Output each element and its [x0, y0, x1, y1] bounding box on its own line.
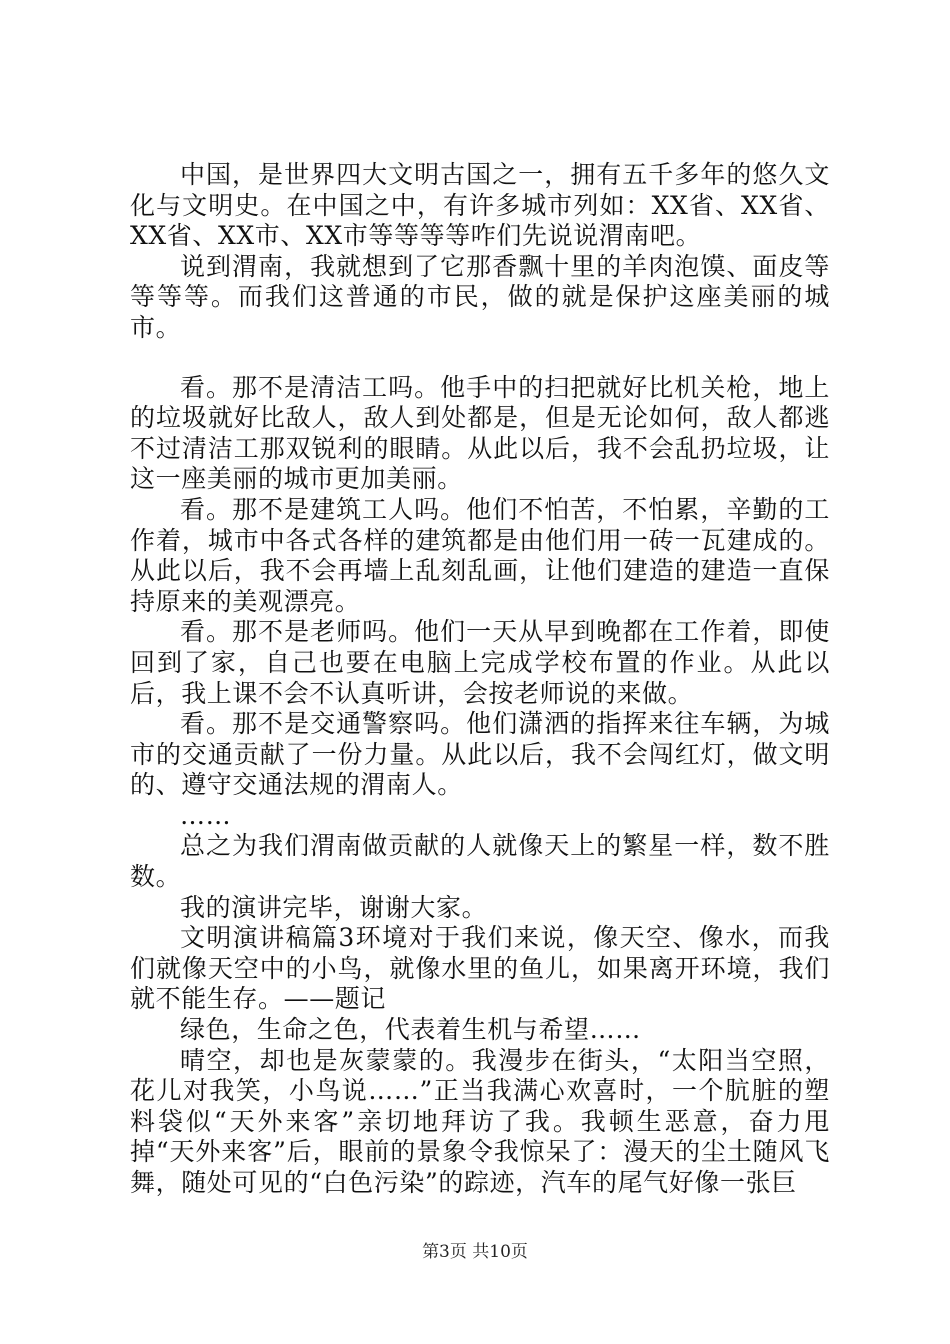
paragraph-summary: 总之为我们渭南做贡献的人就像天上的繁星一样，数不胜数。	[130, 831, 830, 892]
paragraph-closing: 我的演讲完毕，谢谢大家。	[180, 892, 488, 922]
paragraph-intro: 中国，是世界四大文明古国之一，拥有五千多年的悠久文化与文明史。在中国之中，有许多城市列如：XX省、XX省、XX省、XX市、XX市等等等等咋们先说说渭南吧。	[130, 160, 830, 251]
paragraph-weinan: 说到渭南，我就想到了它那香飘十里的羊肉泡馍、面皮等等等等。而我们这普通的市民，做的就是保护这座美丽的城市。	[130, 251, 830, 342]
paragraph-traffic-police: 看。那不是交通警察吗。他们潇洒的指挥来往车辆，为城市的交通贡献了一份力量。从此以后，我不会闯红灯，做文明的、遵守交通法规的渭南人。	[130, 709, 830, 800]
paragraph-green: 绿色，生命之色，代表着生机与希望……	[180, 1015, 641, 1045]
paragraph-teacher: 看。那不是老师吗。他们一天从早到晚都在工作着，即使回到了家，自己也要在电脑上完成学校布置的作业。从此以后，我上课不会不认真听讲，会按老师说的来做。	[130, 617, 830, 708]
document-body	[130, 160, 830, 1199]
paragraph-sky: 晴空，却也是灰蒙蒙的。我漫步在街头，“太阳当空照，花儿对我笑，小鸟说……”正当我满心欢喜时，一个肮脏的塑料袋似“天外来客”亲切地拜访了我。我顿生恶意，奋力甩掉“天外来客”后，眼前的景象令我惊呆了：漫天的尘土随风飞舞，随处可见的“白色污染”的踪迹，汽车的尾气好像一张巨	[130, 1045, 830, 1197]
paragraph-ellipsis: ……	[180, 800, 232, 830]
page-number-label: 第3页 共10页	[422, 1242, 528, 1262]
page-footer	[0, 1242, 950, 1262]
paragraph-builder: 看。那不是建筑工人吗。他们不怕苦，不怕累，辛勤的工作着，城市中各式各样的建筑都是由他们用一砖一瓦建成的。从此以后，我不会再墙上乱刻乱画，让他们建造的建造一直保持原来的美观漂亮。	[130, 494, 830, 616]
paragraph-speech-3-intro: 文明演讲稿篇3环境对于我们来说，像天空、像水，而我们就像天空中的小鸟，就像水里的鱼儿，如果离开环境，我们就不能生存。——题记	[130, 923, 830, 1014]
paragraph-cleaner: 看。那不是清洁工吗。他手中的扫把就好比机关枪，地上的垃圾就好比敌人，敌人到处都是，但是无论如何，敌人都逃不过清洁工那双锐利的眼睛。从此以后，我不会乱扔垃圾，让这一座美丽的城市更加美丽。	[130, 372, 830, 494]
